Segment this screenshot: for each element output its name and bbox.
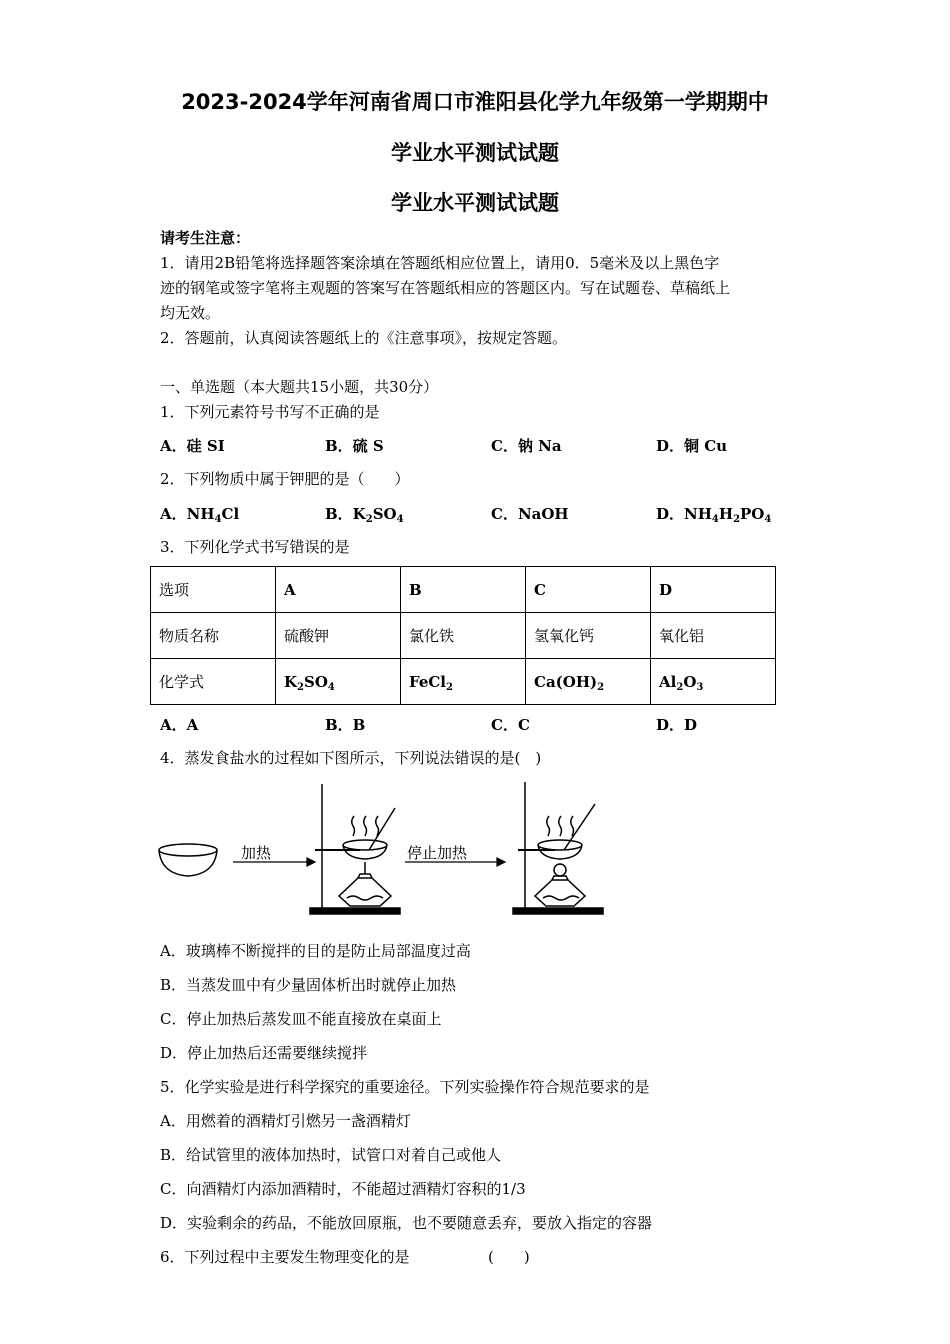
section-heading: 一、单选题（本大题共15小题，共30分） [160, 378, 439, 396]
q3-option-a[interactable]: A．A [160, 716, 199, 734]
q5-option-a[interactable]: A．用燃着的酒精灯引燃另一盏酒精灯 [160, 1112, 411, 1130]
q2-option-c[interactable]: C．NaOH [491, 505, 569, 523]
q4-stem: 4．蒸发食盐水的过程如下图所示，下列说法错误的是( ) [160, 749, 542, 767]
formula-cell-c: $Ca(OH)_2$ [526, 659, 651, 705]
table-cell: 物质名称 [151, 613, 276, 659]
table-row [151, 567, 776, 613]
q1-option-b[interactable]: B．硫 S [325, 437, 384, 455]
q2-option-b[interactable]: B．$K_2SO_4$ [325, 505, 404, 525]
arrow-label-heat: 加热 [241, 844, 272, 862]
q5-option-d[interactable]: D．实验剩余的药品，不能放回原瓶，也不要随意丢弃，要放入指定的容器 [160, 1214, 653, 1232]
table-cell: 氯化铁 [401, 613, 526, 659]
page-title: 2023-2024学年河南省周口市淮阳县化学九年级第一学期期中 [181, 90, 769, 114]
notice-item-2: 2．答题前，认真阅读答题纸上的《注意事项》，按规定答题。 [160, 329, 568, 347]
q5-option-c[interactable]: C．向酒精灯内添加酒精时，不能超过酒精灯容积的1/3 [160, 1180, 526, 1198]
q1-option-d[interactable]: D．铜 Cu [656, 437, 728, 455]
q3-table [150, 566, 776, 705]
formula-cell-d: $Al_2O_3$ [651, 659, 776, 705]
notice-item-1-line2: 迹的钢笔或签字笔将主观题的答案写在答题纸相应的答题区内。写在试题卷、草稿纸上 [160, 279, 731, 297]
table-cell: D [651, 567, 776, 613]
q1-option-c[interactable]: C．钠 Na [491, 437, 562, 455]
q2-option-a[interactable]: A．$NH_4Cl$ [160, 505, 240, 525]
q1-stem: 1．下列元素符号书写不正确的是 [160, 403, 380, 421]
q3-option-b[interactable]: B．B [325, 716, 366, 734]
table-cell: 氧化铝 [651, 613, 776, 659]
table-cell: 硫酸钾 [276, 613, 401, 659]
notice-heading: 请考生注意： [160, 229, 251, 247]
table-cell: 化学式 [151, 659, 276, 705]
q2-stem: 2．下列物质中属于钾肥的是（ ） [160, 470, 410, 488]
arrow-label-stop-heating: 停止加热 [407, 844, 468, 862]
table-cell: 选项 [151, 567, 276, 613]
evaporation-diagram [155, 778, 615, 923]
q4-option-c[interactable]: C．停止加热后蒸发皿不能直接放在桌面上 [160, 1010, 442, 1028]
page-subtitle-repeat: 学业水平测试试题 [391, 191, 559, 215]
iron-stand-icon [513, 782, 603, 914]
q6-answer-paren: ( ) [488, 1248, 530, 1266]
table-cell: B [401, 567, 526, 613]
formula-cell-b: FeCl$_2$ [401, 659, 526, 705]
table-cell: C [526, 567, 651, 613]
q4-option-d[interactable]: D．停止加热后还需要继续搅拌 [160, 1044, 368, 1062]
table-cell: A [276, 567, 401, 613]
table-cell: 氢氧化钙 [526, 613, 651, 659]
table-row [151, 613, 776, 659]
q1-option-a[interactable]: A．硅 SI [160, 437, 225, 455]
q3-option-d[interactable]: D．D [656, 716, 698, 734]
page-subtitle: 学业水平测试试题 [391, 141, 559, 165]
q4-option-a[interactable]: A．玻璃棒不断搅拌的目的是防止局部温度过高 [160, 942, 471, 960]
q5-stem: 5．化学实验是进行科学探究的重要途径。下列实验操作符合规范要求的是 [160, 1078, 650, 1096]
evaporating-dish-icon [159, 844, 217, 876]
table-row [151, 659, 776, 705]
q2-option-d[interactable]: D．$NH_4H_2PO_4$ [656, 505, 772, 525]
q3-option-c[interactable]: C．C [491, 716, 530, 734]
notice-item-1-line3: 均无效。 [160, 304, 221, 322]
notice-item-1: 1．请用2B铅笔将选择题答案涂填在答题纸相应位置上，请用0．5毫米及以上黑色字 [160, 254, 720, 272]
q3-stem: 3．下列化学式书写错误的是 [160, 538, 350, 556]
q4-option-b[interactable]: B．当蒸发皿中有少量固体析出时就停止加热 [160, 976, 457, 994]
q5-option-b[interactable]: B．给试管里的液体加热时，试管口对着自己或他人 [160, 1146, 502, 1164]
formula-cell-a: $K_2SO_4$ [276, 659, 401, 705]
iron-stand-icon [310, 784, 400, 914]
q6-stem: 6．下列过程中主要发生物理变化的是 [160, 1248, 410, 1266]
